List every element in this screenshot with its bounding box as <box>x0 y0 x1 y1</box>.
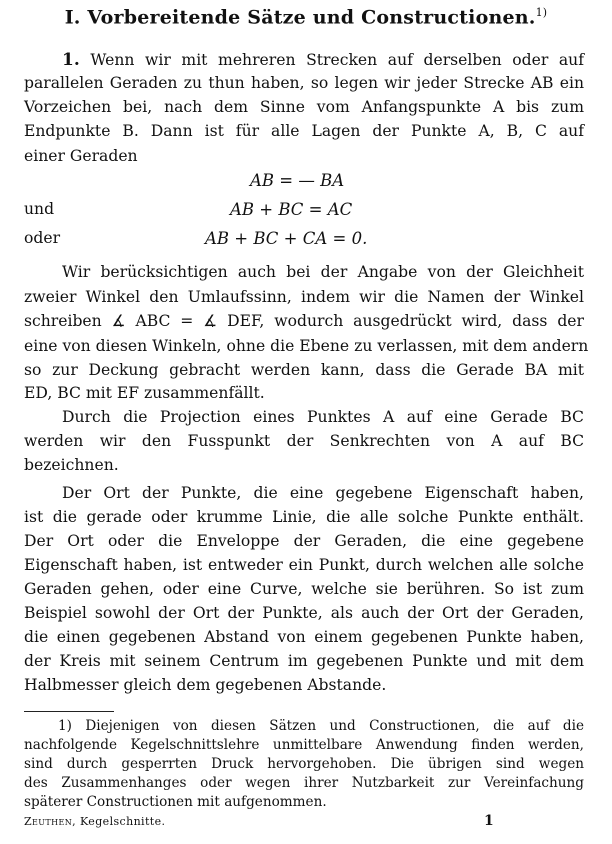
chapter-heading <box>0 6 612 28</box>
equation-3-label: oder <box>24 229 61 247</box>
footnote-divider <box>24 711 114 712</box>
footnote-line-4: des Zusammenhanges oder wegen ihrer Nutzbarkeit zur Vereinfachung <box>24 775 584 791</box>
ort-line-3: Der Ort oder die Enveloppe der Geraden, die eine gegebene <box>24 532 584 550</box>
ort-line-6: Beispiel sowohl der Ort der Punkte, als auch der Ort der Geraden, <box>24 604 584 622</box>
running-footer <box>24 815 165 828</box>
section1-line-1: 1. Wenn wir mit mehreren Strecken auf derselben oder auf <box>62 50 584 70</box>
footer-author: Zeuthen, <box>24 815 77 828</box>
winkel-line-5: so zur Deckung gebracht werden kann, dass die Gerade BA mit <box>24 361 584 379</box>
winkel-line-1: Wir berücksichtigen auch bei der Angabe von der Gleichheit <box>62 263 584 281</box>
section1-line-3: Vorzeichen bei, nach dem Sinne vom Anfangspunkte A bis zum <box>24 98 584 116</box>
footnote-line-3: sind durch gesperrten Druck hervorgehoben. Die übrigen sind wegen <box>24 756 584 772</box>
winkel-line-2: zweier Winkel den Umlaufssinn, indem wir die Namen der Winkel <box>24 288 584 306</box>
equation-2: AB + BC = AC <box>230 200 353 219</box>
ort-line-1: Der Ort der Punkte, die eine gegebene Eigenschaft haben, <box>62 484 584 502</box>
section1-line-5: einer Geraden <box>24 147 138 165</box>
winkel-line-4: eine von diesen Winkeln, ohne die Ebene zu verlassen, mit dem andern <box>24 337 589 355</box>
ort-line-5: Geraden gehen, oder eine Curve, welche sie berühren. So ist zum <box>24 580 584 598</box>
footnote-line-5: späterer Constructionen mit aufgenommen. <box>24 794 327 810</box>
projection-line-3: bezeichnen. <box>24 456 119 474</box>
ort-line-4: Eigenschaft haben, ist entweder ein Punkt, durch welchen alle solche <box>24 556 584 574</box>
section-number: 1. <box>62 50 80 70</box>
footnote-mark: 1) <box>535 6 548 19</box>
ort-line-9: Halbmesser gleich dem gegebenen Abstande. <box>24 676 387 694</box>
ort-line-8: der Kreis mit seinem Centrum im gegebenen Punkte und mit dem <box>24 652 584 670</box>
section1-line-4: Endpunkte B. Dann ist für alle Lagen der Punkte A, B, C auf <box>24 122 584 140</box>
page-number: 1 <box>484 813 494 829</box>
equation-1: AB = — BA <box>250 171 345 190</box>
projection-line-1: Durch die Projection eines Punktes A auf eine Gerade BC <box>62 408 584 426</box>
ort-line-7: die einen gegebenen Abstand von einem gegebenen Punkte haben, <box>24 628 584 646</box>
winkel-line-3: schreiben ∡ ABC = ∡ DEF, wodurch ausgedrückt wird, dass der <box>24 312 584 330</box>
section1-line-2: parallelen Geraden zu thun haben, so legen wir jeder Strecke AB ein <box>24 74 584 92</box>
ort-line-2: ist die gerade oder krumme Linie, die alle solche Punkte enthält. <box>24 508 584 526</box>
chapter-title: I. Vorbereitende Sätze und Constructionen. <box>64 6 536 29</box>
footnote-line-2: nachfolgende Kegelschnittslehre unmittelbare Anwendung finden werden, <box>24 737 584 753</box>
footnote-line-1: 1) Diejenigen von diesen Sätzen und Constructionen, die auf die <box>58 718 584 734</box>
equation-3: AB + BC + CA = 0. <box>205 229 368 248</box>
projection-line-2: werden wir den Fusspunkt der Senkrechten von A auf BC <box>24 432 584 450</box>
winkel-line-6: ED, BC mit EF zusammenfällt. <box>24 384 265 402</box>
footer-book: Kegelschnitte. <box>79 815 166 828</box>
equation-2-label: und <box>24 200 55 218</box>
